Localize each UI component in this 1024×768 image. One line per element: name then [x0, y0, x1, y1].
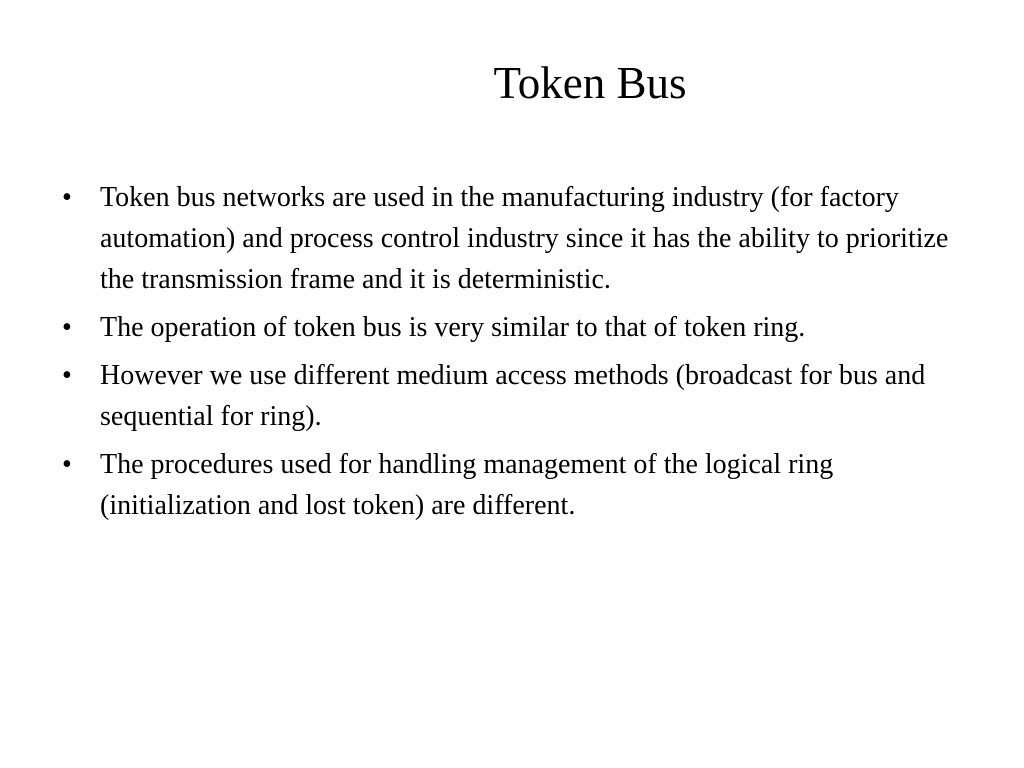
bullet-item	[56, 177, 986, 300]
bullet-point-icon: •	[62, 360, 72, 391]
bullet-point-icon: •	[62, 449, 72, 480]
bullet-text: Token bus networks are used in the manufacturing industry (for factory automation) and process control industry since it has the ability to prioritize the transmission frame and it is deterministic.	[100, 182, 949, 295]
slide-title: Token Bus	[493, 58, 687, 108]
bullet-point-icon: •	[62, 182, 72, 213]
bullet-text: However we use different medium access methods (broadcast for bus and sequential for ring).	[100, 360, 926, 432]
bullet-point-icon: •	[62, 312, 72, 343]
bullet-item	[56, 444, 986, 526]
bullet-text: The operation of token bus is very similar to that of token ring.	[100, 312, 806, 343]
bullet-item	[56, 355, 986, 437]
bullet-item	[56, 307, 986, 348]
bullet-list	[56, 177, 986, 533]
bullet-text: The procedures used for handling management of the logical ring (initialization and lost token) are different.	[100, 449, 834, 521]
